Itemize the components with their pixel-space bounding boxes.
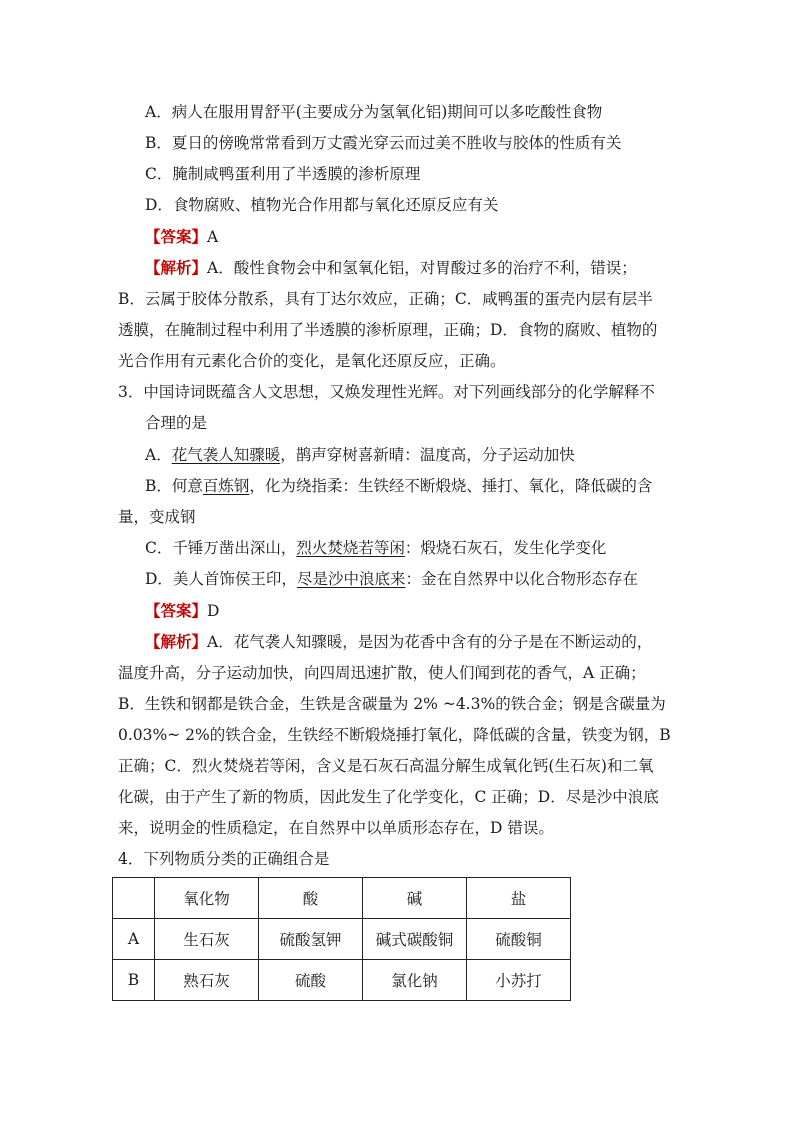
- header-cell: 盐: [467, 878, 571, 919]
- table-row: [113, 919, 571, 960]
- answer-tag: 【答案】: [145, 601, 208, 620]
- q3-stem-line-1: 3．中国诗词既蕴含人文思想，又焕发理性光辉。对下列画线部分的化学解释不: [118, 383, 655, 401]
- table-cell: A: [113, 919, 155, 960]
- q2-option-c: C．腌制咸鸭蛋利用了半透膜的渗析原理: [145, 165, 421, 183]
- q3-option-a: [145, 444, 575, 466]
- underlined-phrase: 花气袭人知骤暖: [171, 446, 281, 464]
- option-text: ，化为绕指柔：生铁经不断煅烧、捶打、氧化，降低碳的含: [249, 477, 653, 495]
- q3-analysis-line-3: B．生铁和钢都是铁合金，生铁是含碳量为 2% ~4.3%的铁合金；钢是含碳量为: [118, 695, 666, 713]
- q3-option-d: [145, 568, 638, 590]
- q3-analysis-line-7: 来，说明金的性质稳定，在自然界中以单质形态存在，D 错误。: [118, 819, 554, 837]
- q2-option-a: A．病人在服用胃舒平(主要成分为氢氧化铝)期间可以多吃酸性食物: [145, 103, 603, 121]
- table-cell: 熟石灰: [155, 960, 259, 1001]
- q2-option-b: B．夏日的傍晚常常看到万丈霞光穿云而过美不胜收与胶体的性质有关: [145, 134, 622, 152]
- table-cell: 碱式碳酸铜: [363, 919, 467, 960]
- table-cell: 氯化钠: [363, 960, 467, 1001]
- option-text: ：金在自然界中以化合物形态存在: [405, 570, 638, 588]
- analysis-tag: 【解析】: [145, 632, 208, 651]
- header-cell: 氧化物: [155, 878, 259, 919]
- q2-analysis-line-4: 光合作用有元素化合价的变化，是氧化还原反应，正确。: [118, 352, 506, 370]
- table-cell: 硫酸铜: [467, 919, 571, 960]
- q3-option-b: [145, 475, 652, 497]
- header-cell: [113, 878, 155, 919]
- answer-value: A: [207, 228, 219, 246]
- option-prefix: A．: [145, 446, 172, 464]
- q3-option-b-cont: 量，变成钢: [118, 508, 196, 526]
- option-prefix: B．何意: [145, 477, 203, 495]
- header-cell: 碱: [363, 878, 467, 919]
- analysis-text: A．花气袭人知骤暖，是因为花香中含有的分子是在不断运动的，: [207, 633, 653, 651]
- q2-answer: [145, 226, 218, 248]
- q3-stem-line-2: 合理的是: [145, 414, 208, 432]
- classification-table: [112, 877, 571, 1001]
- option-text: ，鹊声穿树喜新晴：温度高，分子运动加快: [280, 446, 575, 464]
- table-header-row: [113, 878, 571, 919]
- q2-option-d: D．食物腐败、植物光合作用都与氧化还原反应有关: [145, 196, 499, 214]
- q3-option-c: [145, 537, 606, 559]
- analysis-text: A．酸性食物会中和氢氧化铝，对胃酸过多的治疗不利，错误；: [207, 259, 637, 277]
- underlined-phrase: 尽是沙中浪底来: [296, 570, 406, 588]
- underlined-phrase: 烈火焚烧若等闲: [296, 539, 405, 557]
- q3-analysis-line-4: 0.03%~ 2%的铁合金，生铁经不断煅烧捶打氧化，降低碳的含量，铁变为钢，B: [118, 726, 671, 744]
- option-text: ：煅烧石灰石，发生化学变化: [404, 539, 607, 557]
- q2-analysis-line-1: [145, 257, 637, 279]
- table-cell: B: [113, 960, 155, 1001]
- q4-stem: 4．下列物质分类的正确组合是: [118, 850, 330, 868]
- underlined-phrase: 百炼钢: [202, 477, 250, 495]
- q2-analysis-line-2: B．云属于胶体分散系，具有丁达尔效应，正确；C．咸鸭蛋的蛋壳内层有层半: [118, 290, 653, 308]
- option-prefix: D．美人首饰侯王印，: [145, 570, 297, 588]
- q3-analysis-line-5: 正确；C．烈火焚烧若等闲，含义是石灰石高温分解生成氧化钙(生石灰)和二氧: [118, 757, 654, 775]
- header-cell: 酸: [259, 878, 363, 919]
- q3-analysis-line-6: 化碳，由于产生了新的物质，因此发生了化学变化，C 正确；D．尽是沙中浪底: [118, 788, 659, 806]
- q2-analysis-line-3: 透膜，在腌制过程中利用了半透膜的渗析原理，正确；D．食物的腐败、植物的: [118, 321, 658, 339]
- table-row: [113, 960, 571, 1001]
- q3-analysis-line-1: [145, 631, 652, 653]
- answer-tag: 【答案】: [145, 227, 208, 246]
- table-cell: 硫酸: [259, 960, 363, 1001]
- answer-value: D: [207, 602, 220, 620]
- table-cell: 硫酸氢钾: [259, 919, 363, 960]
- table-cell: 生石灰: [155, 919, 259, 960]
- q3-answer: [145, 600, 219, 622]
- analysis-tag: 【解析】: [145, 258, 208, 277]
- q3-analysis-line-2: 温度升高，分子运动加快，向四周迅速扩散，使人们闻到花的香气，A 正确；: [118, 664, 646, 682]
- table-cell: 小苏打: [467, 960, 571, 1001]
- option-prefix: C．千锤万凿出深山，: [145, 539, 297, 557]
